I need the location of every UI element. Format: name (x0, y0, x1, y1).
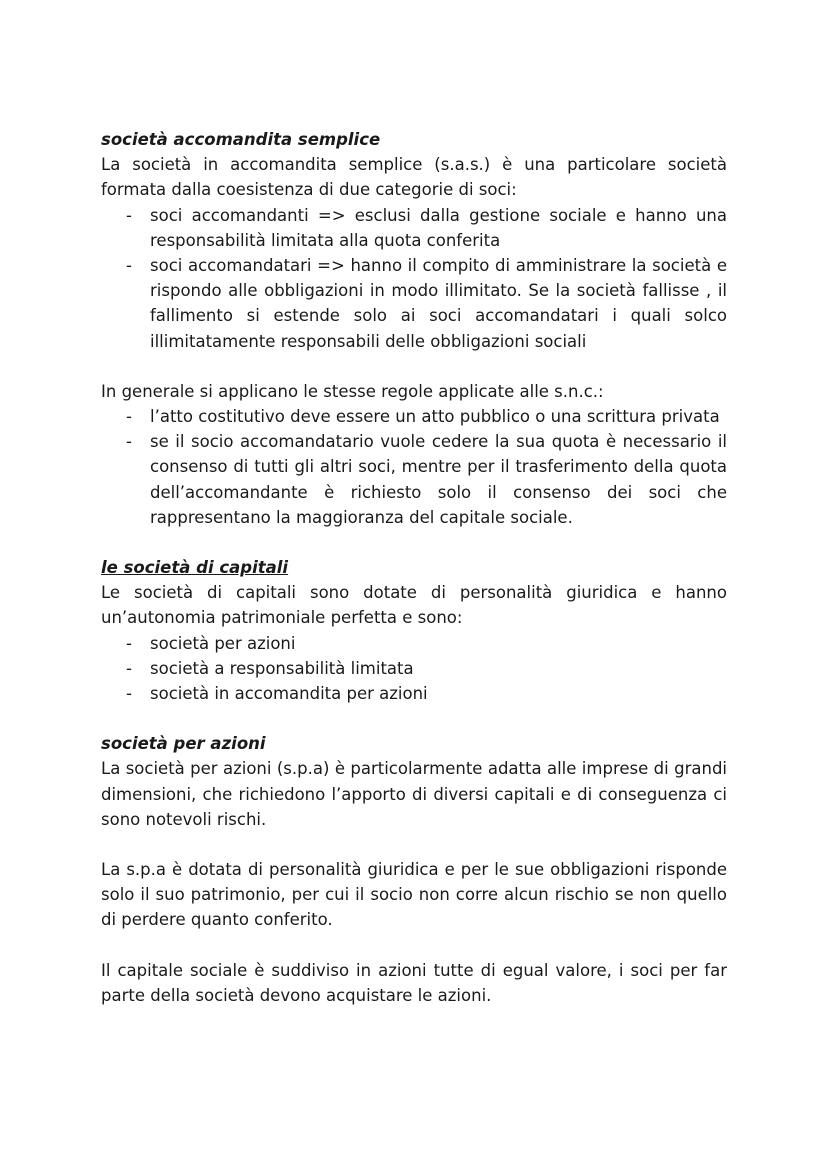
rules-intro: In generale si applicano le stesse regole applicate alle s.n.c.: (101, 381, 604, 401)
list-item: - società in accomandita per azioni (150, 681, 727, 706)
list-item: - soci accomandanti => esclusi dalla gestione sociale e hanno una responsabilità limitata alla quota conferita (150, 203, 727, 253)
sas-intro: La società in accomandita semplice (s.a.s.) è una particolare società formata dalla coesistenza di due categorie di soci: (101, 155, 727, 200)
capitali-list (101, 631, 727, 707)
list-item: - società a responsabilità limitata (150, 656, 727, 681)
list-item: - l’atto costitutivo deve essere un atto pubblico o una scrittura privata (150, 404, 727, 429)
capitali-intro: Le società di capitali sono dotate di personalità giuridica e hanno un’autonomia patrimoniale perfetta e sono: (101, 583, 727, 628)
spa-paragraph-1: La società per azioni (s.p.a) è particolarmente adatta alle imprese di grandi dimensioni, che richiedono l’apporto di diversi capitali e di conseguenza ci sono notevoli rischi. (101, 759, 727, 829)
sas-list (101, 203, 727, 354)
sas-heading: società accomandita semplice (101, 130, 381, 149)
rules-list (101, 404, 727, 530)
list-item: - società per azioni (150, 631, 727, 656)
list-item: - se il socio accomandatario vuole cedere la sua quota è necessario il consenso di tutti gli altri soci, mentre per il trasferimento della quota dell’accomandante è richiesto solo il consenso dei soci che rappresentano la maggioranza del capitale sociale. (150, 429, 727, 530)
spa-paragraph-2: La s.p.a è dotata di personalità giuridica e per le sue obbligazioni risponde solo il suo patrimonio, per cui il socio non corre alcun rischio se non quello di perdere quanto conferito. (101, 860, 727, 930)
document-page (101, 127, 727, 1008)
spa-paragraph-3: Il capitale sociale è suddiviso in azioni tutte di egual valore, i soci per far parte della società devono acquistare le azioni. (101, 960, 727, 1005)
spa-heading: società per azioni (101, 734, 266, 754)
capitali-heading: le società di capitali (101, 558, 289, 578)
list-item: - soci accomandatari => hanno il compito di amministrare la società e rispondo alle obbligazioni in modo illimitato. Se la società fallisse , il fallimento si estende solo ai soci accomandatari i quali solco illimitatamente responsabili delle obbligazioni sociali (150, 253, 727, 354)
